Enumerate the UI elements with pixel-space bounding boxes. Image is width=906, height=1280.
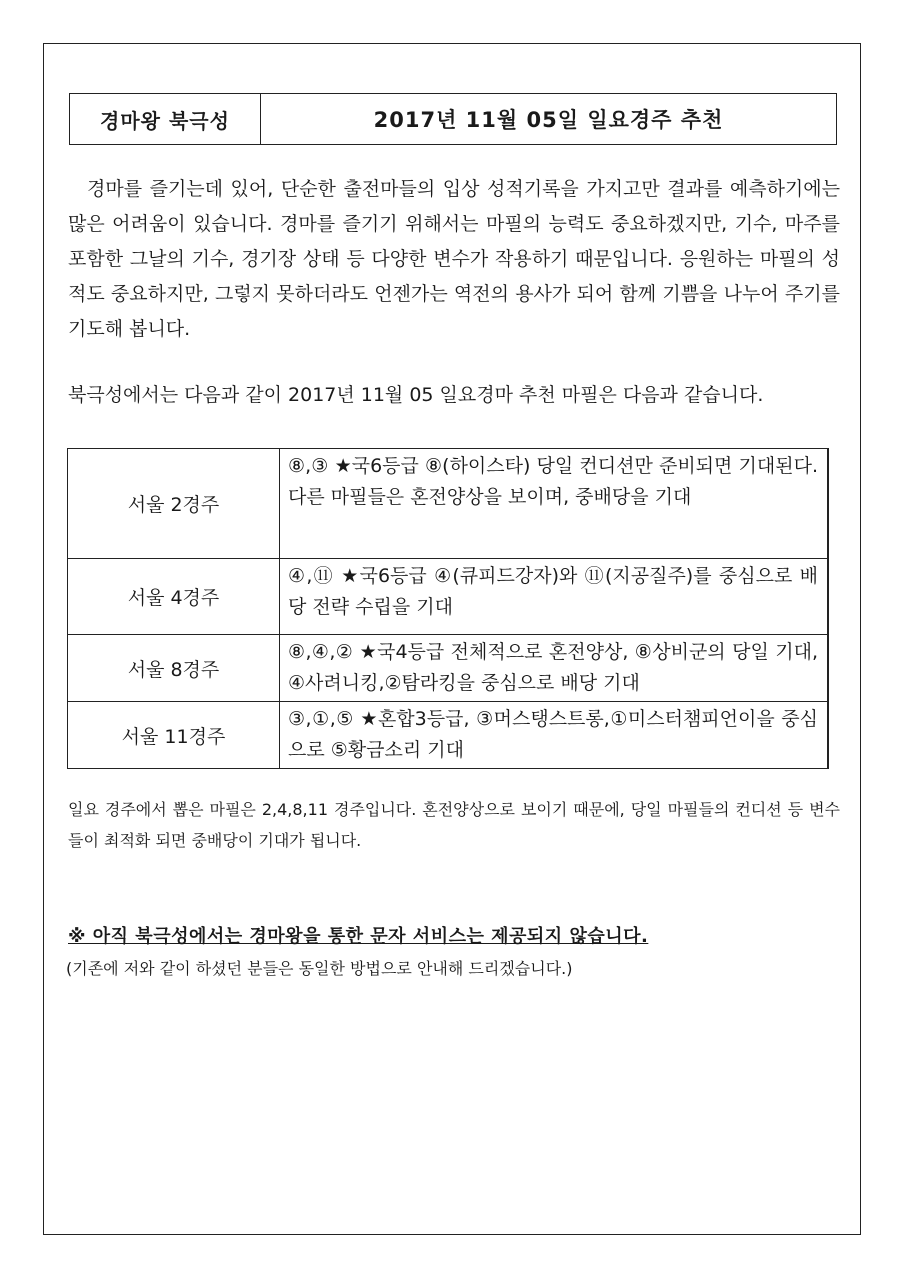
table-row	[68, 449, 829, 559]
table-row	[68, 702, 829, 769]
race-name: 서울 4경주	[68, 559, 280, 635]
race-name: 서울 11경주	[68, 702, 280, 769]
intro-paragraph: 경마를 즐기는데 있어, 단순한 출전마들의 입상 성적기록을 가지고만 결과를 예측하기에는 많은 어려움이 있습니다. 경마를 즐기기 위해서는 마필의 능력도 중요하겠지만, 기수, 마주를 포함한 그날의 기수, 경기장 상태 등 다양한 변수가 작용하기 때문입니다. 응원하는 마필의 성적도 중요하지만, 그렇지 못하더라도 언젠가는 역전의 용사가 되어 함께 기쁨을 나누어 주기를 기도해 봅니다.	[68, 178, 840, 340]
race-description: ⑧,④,② ★국4등급 전체적으로 혼전양상, ⑧상비군의 당일 기대, ④사려니킹,②탐라킹을 중심으로 배당 기대	[280, 635, 829, 702]
title-box	[69, 93, 837, 145]
summary-note: 일요 경주에서 뽑은 마필은 2,4,8,11 경주입니다. 혼전양상으로 보이기 때문에, 당일 마필들의 컨디션 등 변수들이 최적화 되면 중배당이 기대가 됩니다.	[68, 800, 840, 850]
table-row	[68, 635, 829, 702]
race-description: ④,⑪ ★국6등급 ④(큐피드강자)와 ⑪(지공질주)를 중심으로 배당 전략 수립을 기대	[280, 559, 829, 635]
service-notice: ※ 아직 북극성에서는 경마왕을 통한 문자 서비스는 제공되지 않습니다.	[68, 926, 649, 947]
intro-summary: 북극성에서는 다음과 같이 2017년 11월 05 일요경마 추천 마필은 다음과 같습니다.	[68, 384, 764, 406]
author-label: 경마왕 북극성	[70, 94, 261, 144]
race-description: ③,①,⑤ ★혼합3등급, ③머스탱스트롱,①미스터챔피언이을 중심으로 ⑤황금소리 기대	[280, 702, 829, 769]
document-title: 2017년 11월 05일 일요경주 추천	[373, 108, 724, 132]
service-notice-detail: (기존에 저와 같이 하셨던 분들은 동일한 방법으로 안내해 드리겠습니다.)	[66, 959, 573, 978]
race-name: 서울 8경주	[68, 635, 280, 702]
recommendation-table	[67, 448, 829, 769]
race-description: ⑧,③ ★국6등급 ⑧(하이스타) 당일 컨디션만 준비되면 기대된다. 다른 마필들은 혼전양상을 보이며, 중배당을 기대	[280, 449, 829, 559]
race-name: 서울 2경주	[68, 449, 280, 559]
table-row	[68, 559, 829, 635]
